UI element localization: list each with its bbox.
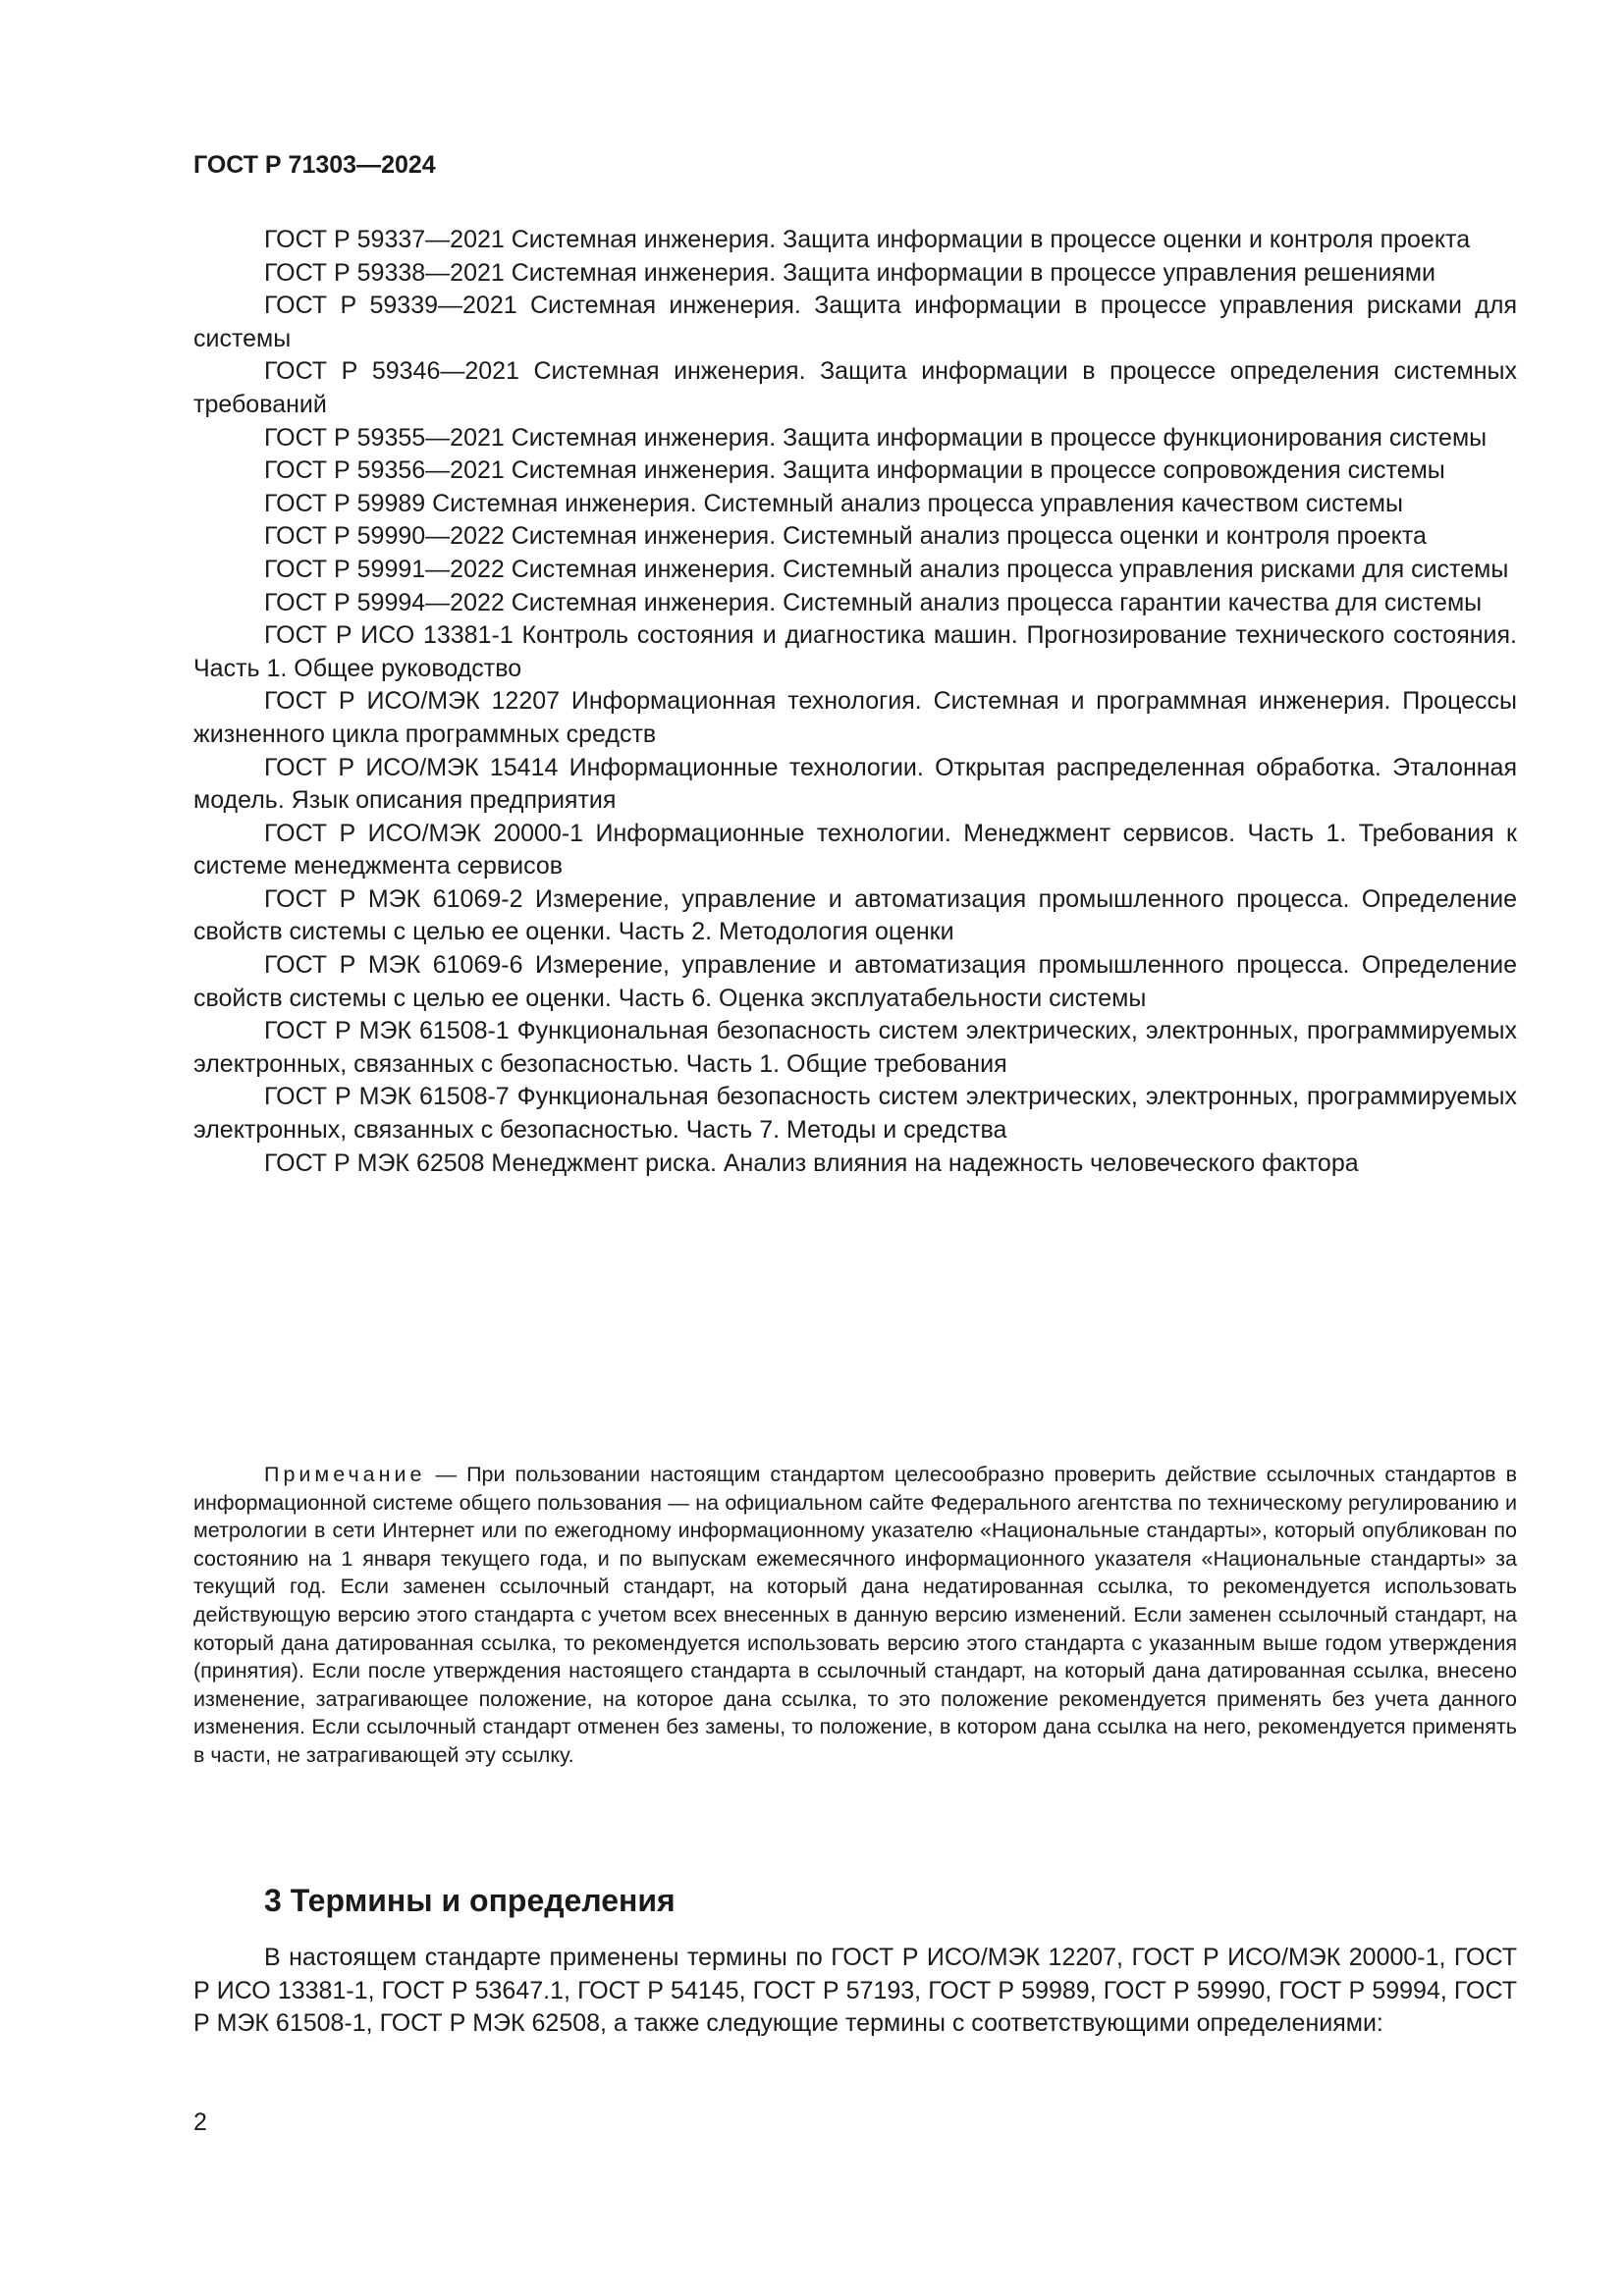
reference-item: ГОСТ Р 59337—2021 Системная инженерия. Защита информации в процессе оценки и контроля проекта bbox=[264, 226, 1471, 253]
reference-item: ГОСТ Р 59991—2022 Системная инженерия. Системный анализ процесса управления рисками для системы bbox=[264, 555, 1509, 583]
reference-item: ГОСТ Р МЭК 62508 Менеджмент риска. Анализ влияния на надежность человеческого фактора bbox=[264, 1148, 1359, 1177]
section-paragraph: В настоящем стандарте применены термины по ГОСТ Р ИСО/МЭК 12207, ГОСТ Р ИСО/МЭК 20000-1, ГОСТ Р ИСО 13381-1, ГОСТ Р 53647.1, ГОСТ Р 54145, ГОСТ Р 57193, ГОСТ Р 59989, ГОСТ Р 59990, ГОСТ Р 59994, ГОСТ Р МЭК 61508-1, ГОСТ Р МЭК 62508, а также следующие термины с соответствующими определениями: bbox=[193, 1944, 1517, 2038]
reference-item: ГОСТ Р 59355—2021 Системная инженерия. Защита информации в процессе функционирования системы bbox=[264, 423, 1488, 452]
reference-item: ГОСТ Р 59994—2022 Системная инженерия. Системный анализ процесса гарантии качества для системы bbox=[264, 588, 1483, 616]
reference-item: ГОСТ Р МЭК 61508-1 Функциональная безопасность систем электрических, электронных, программируемых электронных, связанных с безопасностью. Часть 1. Общие требования bbox=[193, 1017, 1517, 1078]
document-header: ГОСТ Р 71303—2024 bbox=[193, 151, 436, 179]
reference-item: ГОСТ Р ИСО 13381-1 Контроль состояния и диагностика машин. Прогнозирование технического состояния. Часть 1. Общее руководство bbox=[193, 621, 1517, 682]
reference-item: ГОСТ Р 59990—2022 Системная инженерия. Системный анализ процесса оценки и контроля проекта bbox=[264, 522, 1427, 551]
reference-item: ГОСТ Р 59339—2021 Системная инженерия. Защита информации в процессе управления рисками для системы bbox=[193, 292, 1517, 352]
reference-item: ГОСТ Р МЭК 61069-6 Измерение, управление и автоматизация промышленного процесса. Определение свойств системы с целью ее оценки. Часть 6. Оценка эксплуатабельности системы bbox=[193, 951, 1517, 1012]
note-text: — При пользовании настоящим стандартом целесообразно проверить действие ссылочных стандартов в информационной системе общего пользования — на официальном сайте Федерального агентства по техническому регулированию и метрологии в сети Интернет или по ежегодному информационному указателю «Национальные стандарты», который опубликован по состоянию на 1 января текущего года, и по выпускам ежемесячного информационного указателя «Национальные стандарты» за текущий год. Если заменен ссылочный стандарт, на который дана недатированная ссылка, то рекомендуется использовать действующую версию этого стандарта с учетом всех внесенных в данную версию изменений. Если заменен ссылочный стандарт, на который дана датированная ссылка, то рекомендуется использовать версию этого стандарта с указанным выше годом утверждения (принятия). Если после утверждения настоящего стандарта в ссылочный стандарт, на который дана датированная ссылка, внесено изменение, затрагивающее положение, на которое дана ссылка, то это положение рекомендуется применять без учета данного изменения. Если ссылочный стандарт отменен без замены, то положение, в котором дана ссылка на него, рекомендуется применять в части, не затрагивающей эту ссылку. bbox=[193, 1463, 1517, 1767]
reference-item: ГОСТ Р 59989 Системная инженерия. Системный анализ процесса управления качеством системы bbox=[264, 489, 1403, 517]
note-label: Примечание bbox=[264, 1463, 426, 1486]
reference-item: ГОСТ Р 59356—2021 Системная инженерия. Защита информации в процессе сопровождения системы bbox=[264, 456, 1445, 485]
reference-item: ГОСТ Р 59346—2021 Системная инженерия. Защита информации в процессе определения системных требований bbox=[193, 357, 1517, 418]
note-paragraph bbox=[193, 1461, 1517, 1770]
reference-item: ГОСТ Р 59338—2021 Системная инженерия. Защита информации в процессе управления решениями bbox=[264, 258, 1435, 287]
reference-item: ГОСТ Р ИСО/МЭК 12207 Информационная технология. Системная и программная инженерия. Процессы жизненного цикла программных средств bbox=[193, 687, 1517, 748]
page-number: 2 bbox=[193, 2109, 207, 2136]
reference-item: ГОСТ Р МЭК 61069-2 Измерение, управление и автоматизация промышленного процесса. Определение свойств системы с целью ее оценки. Часть 2. Методология оценки bbox=[193, 884, 1517, 946]
reference-item: ГОСТ Р ИСО/МЭК 15414 Информационные технологии. Открытая распределенная обработка. Эталонная модель. Язык описания предприятия bbox=[193, 753, 1517, 815]
normative-references-list bbox=[193, 224, 1517, 1180]
reference-item: ГОСТ Р ИСО/МЭК 20000-1 Информационные технологии. Менеджмент сервисов. Часть 1. Требования к системе менеджмента сервисов bbox=[193, 819, 1517, 881]
section-title: 3 Термины и определения bbox=[264, 1883, 676, 1918]
reference-item: ГОСТ Р МЭК 61508-7 Функциональная безопасность систем электрических, электронных, программируемых электронных, связанных с безопасностью. Часть 7. Методы и средства bbox=[193, 1083, 1517, 1145]
